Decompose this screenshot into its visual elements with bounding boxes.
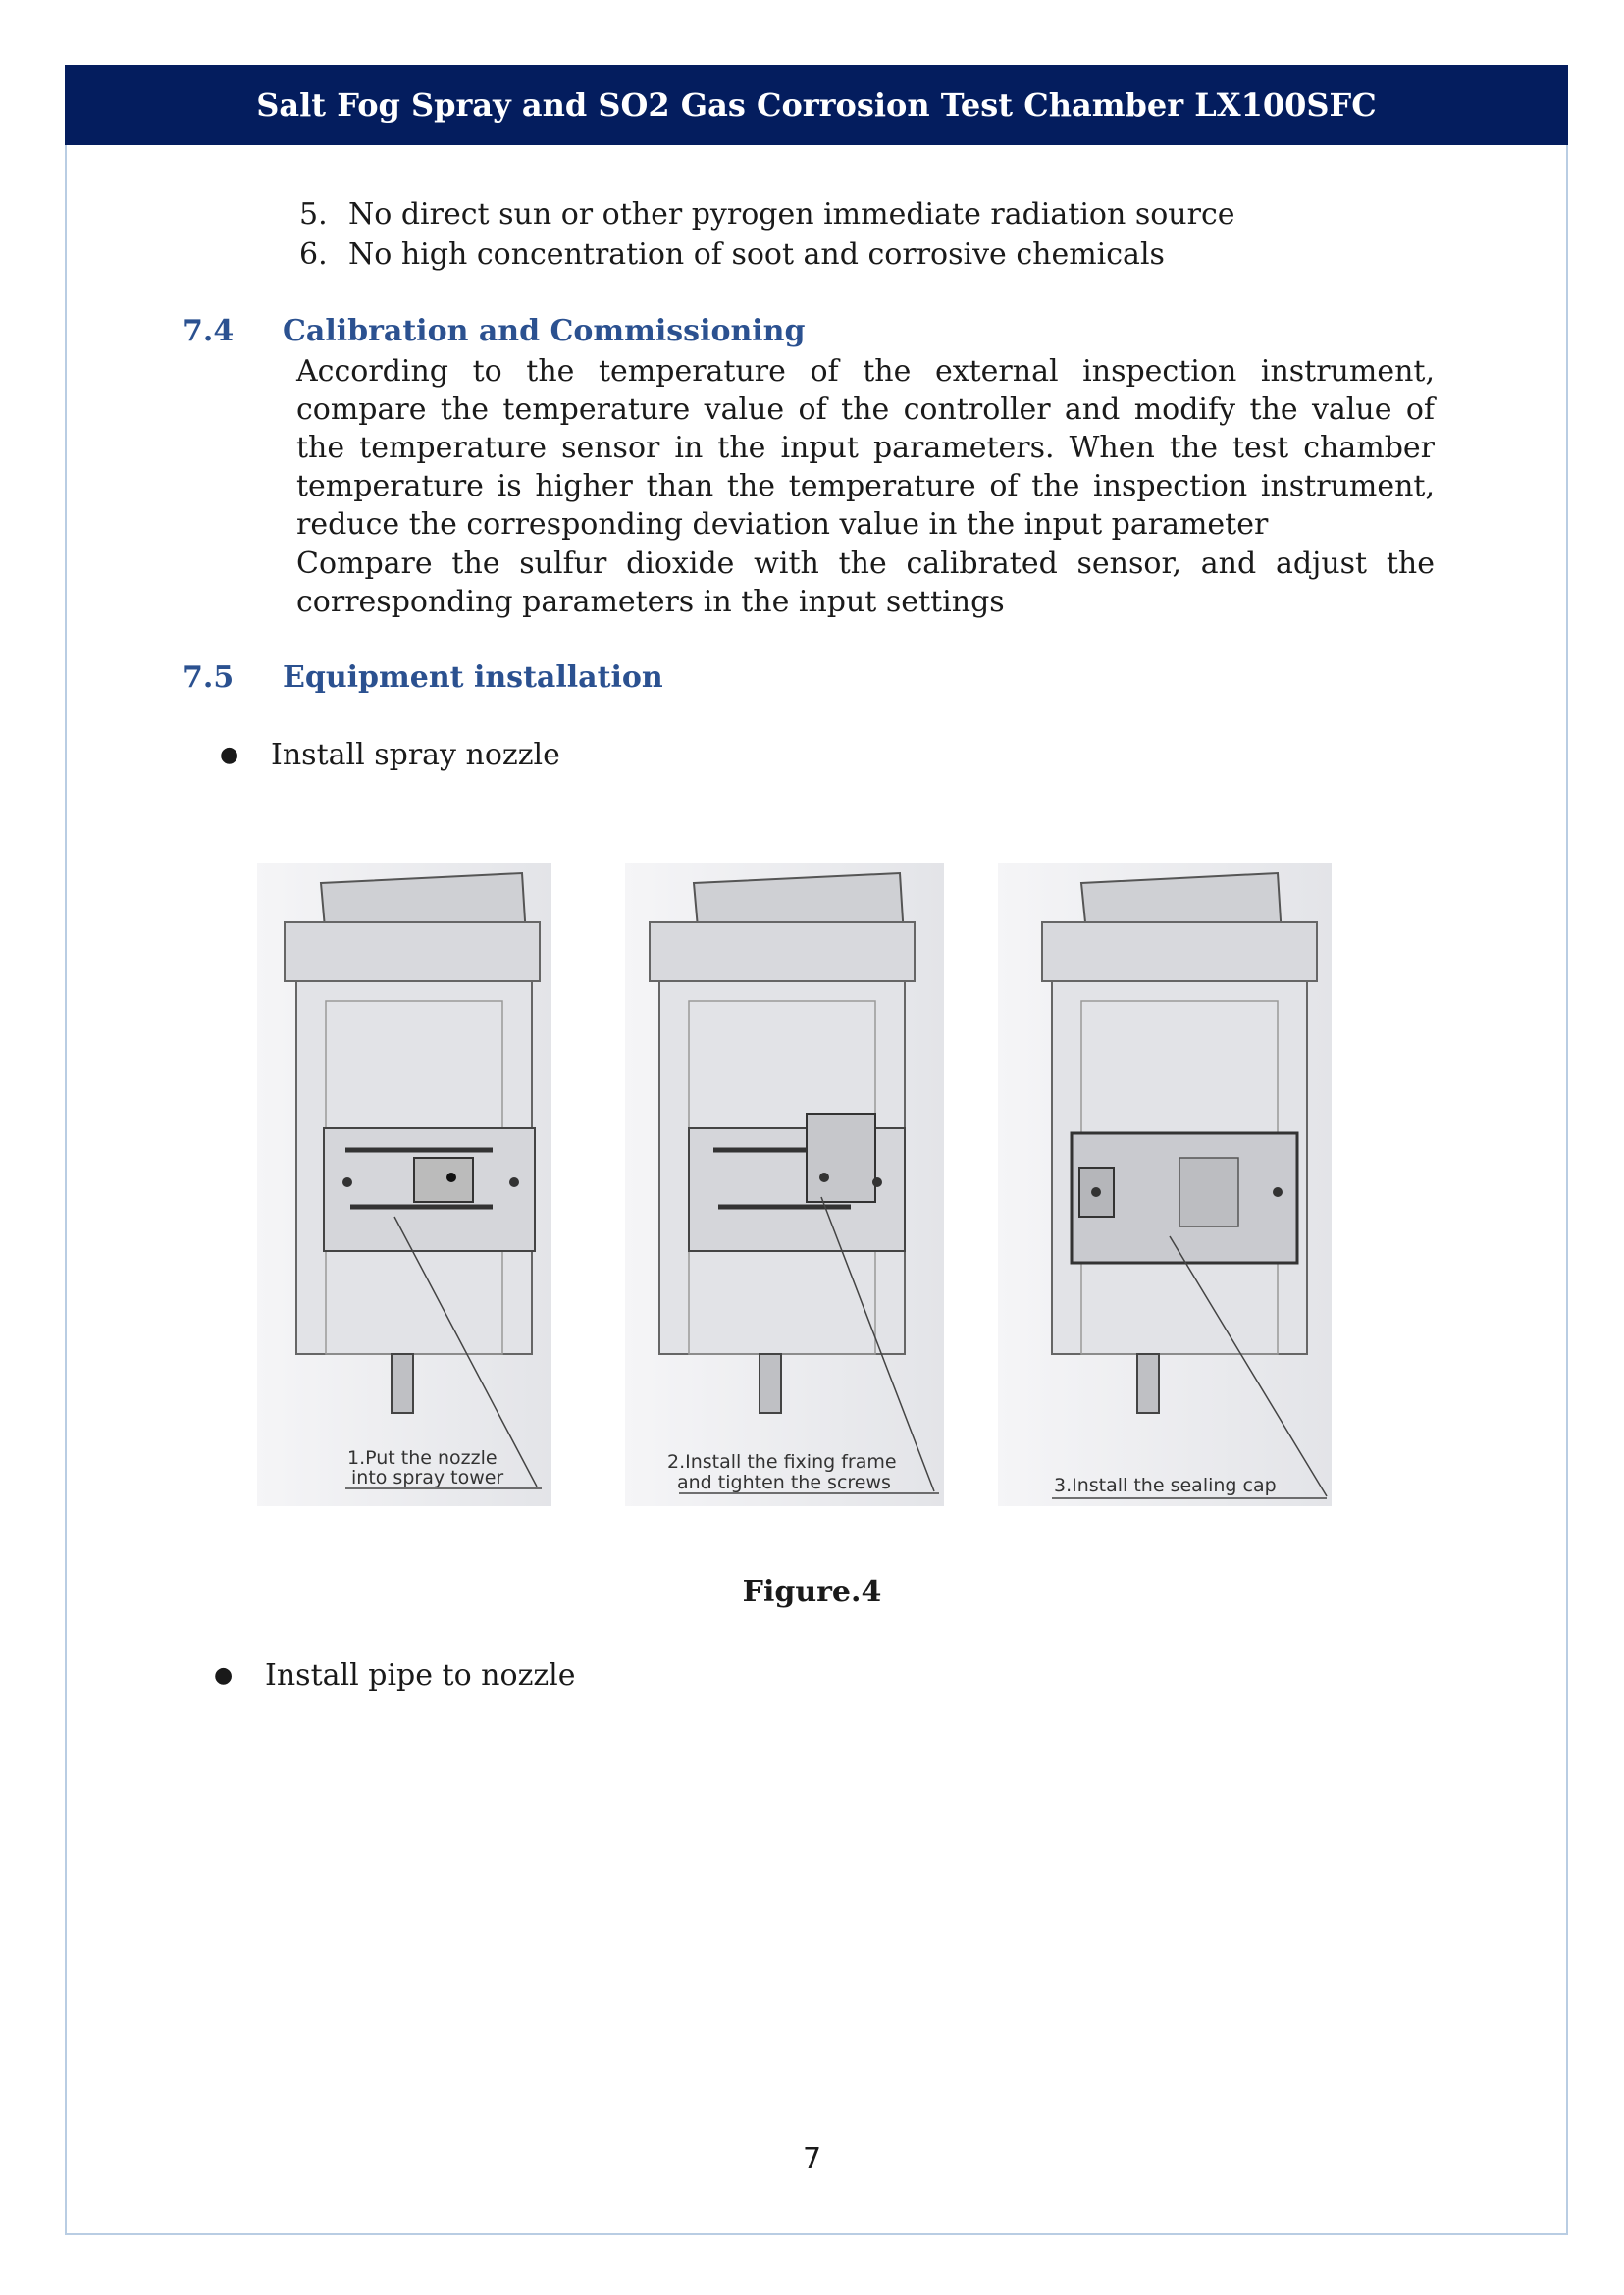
section-title: Equipment installation bbox=[283, 660, 663, 695]
bullet-text: Install spray nozzle bbox=[271, 738, 560, 772]
step-1-illustration bbox=[257, 863, 551, 1506]
installation-figure bbox=[257, 863, 1336, 1511]
step-2-illustration bbox=[625, 863, 944, 1506]
list-text: No high concentration of soot and corrosive chemicals bbox=[348, 237, 1165, 272]
bullet-icon: ● bbox=[220, 743, 239, 767]
step-2-label-line2: and tighten the screws bbox=[677, 1472, 891, 1493]
section-heading-7-4 bbox=[183, 314, 805, 348]
list-item bbox=[299, 235, 1165, 274]
list-number: 5. bbox=[299, 197, 328, 232]
list-number: 6. bbox=[299, 237, 328, 272]
step-1-label-line2: into spray tower bbox=[351, 1467, 504, 1488]
figure-caption: Figure.4 bbox=[742, 1575, 882, 1609]
list-text: No direct sun or other pyrogen immediate radiation source bbox=[348, 197, 1235, 232]
section-number: 7.5 bbox=[183, 660, 235, 695]
calibration-paragraph-2: Compare the sulfur dioxide with the calibrated sensor, and adjust the corresponding parameters in the input settings bbox=[296, 547, 1435, 619]
calibration-paragraph-1: According to the temperature of the external inspection instrument, compare the temperature value of the controller and modify the value of the temperature sensor in the input parameters. When the test chamber temperature is higher than the temperature of the inspection instrument, reduce the corresponding deviation value in the input parameter bbox=[296, 354, 1435, 542]
bullet-item bbox=[214, 1658, 576, 1693]
page-number: 7 bbox=[802, 2142, 822, 2176]
step-2-label-line1: 2.Install the fixing frame bbox=[667, 1451, 897, 1473]
bullet-icon: ● bbox=[214, 1663, 234, 1688]
step-3-label-line1: 3.Install the sealing cap bbox=[1054, 1475, 1277, 1496]
step-3-illustration bbox=[998, 863, 1332, 1506]
bullet-text: Install pipe to nozzle bbox=[265, 1658, 576, 1693]
step-1-label-line1: 1.Put the nozzle bbox=[347, 1447, 498, 1469]
document-title: Salt Fog Spray and SO2 Gas Corrosion Test Chamber LX100SFC bbox=[256, 86, 1377, 124]
document-header bbox=[65, 65, 1568, 145]
section-heading-7-5 bbox=[183, 660, 663, 695]
list-item bbox=[299, 195, 1235, 234]
section-number: 7.4 bbox=[183, 314, 235, 348]
bullet-item bbox=[220, 738, 560, 772]
section-title: Calibration and Commissioning bbox=[283, 314, 806, 348]
